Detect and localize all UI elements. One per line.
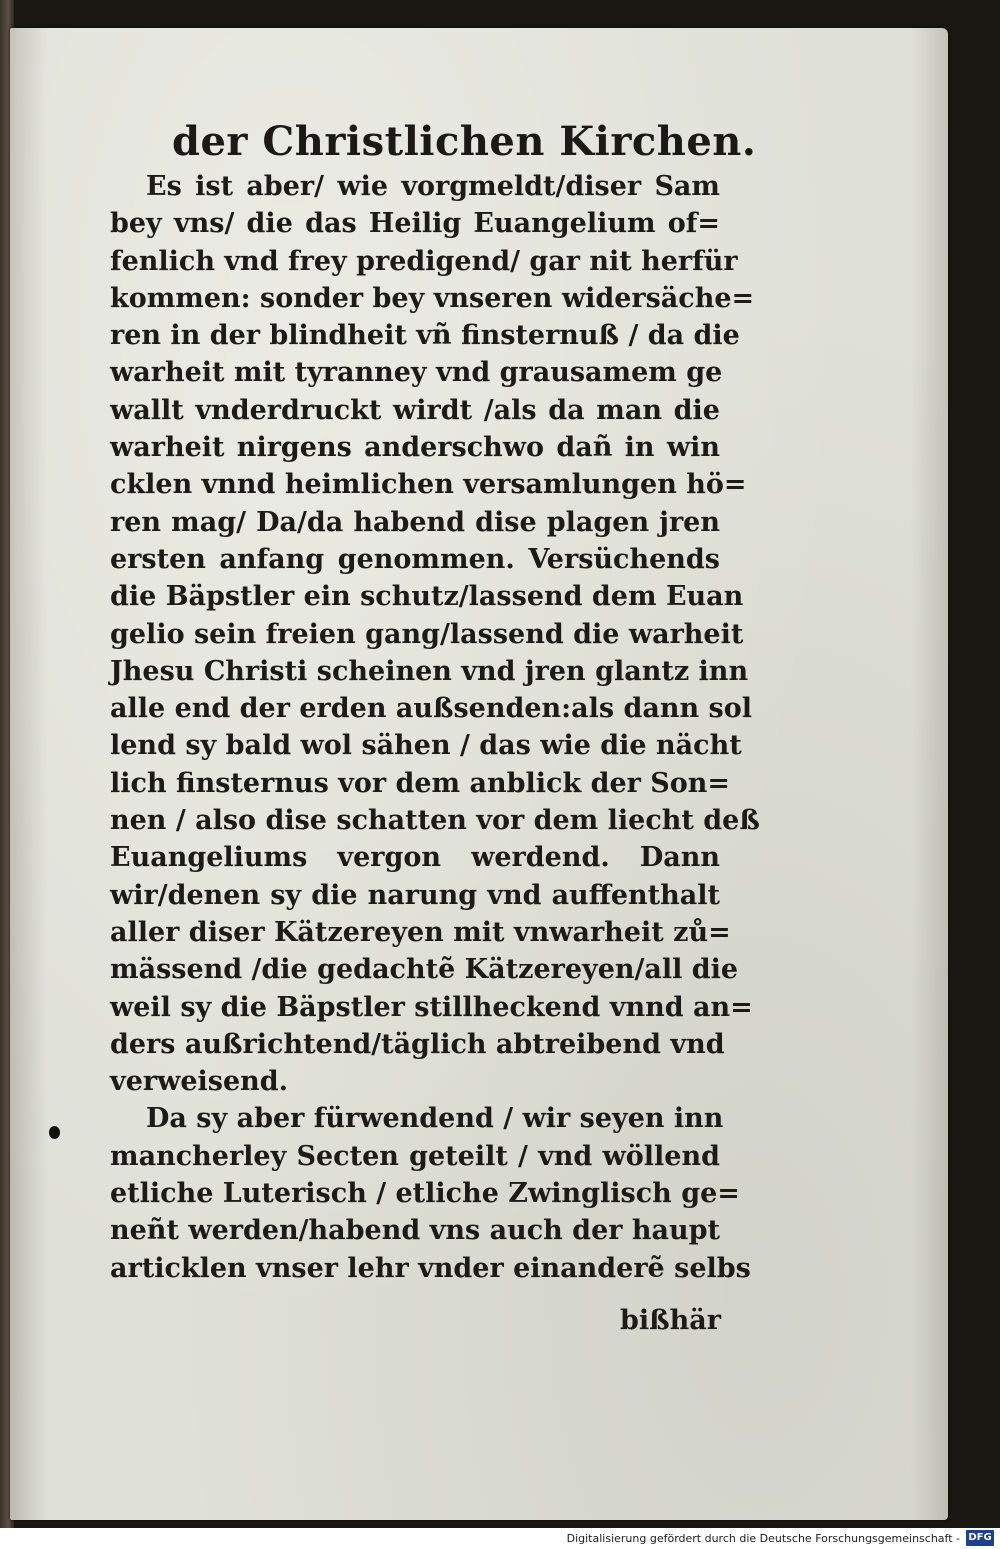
text-line: articklen vnser lehr vnder einanderẽ selbs (110, 1252, 751, 1284)
text-line: alle end der erden außsenden:als dann sol (110, 693, 753, 725)
text-line: warheit mit tyranney vnd grausamem ge (110, 357, 723, 389)
body-text (110, 168, 760, 1287)
text-line: wir/denen sy die narung vnd auffenthalt (110, 879, 720, 911)
text-line: Euangeliums vergon werdend. Dann (110, 842, 720, 874)
text-line: lich finsternus vor dem anblick der Son= (110, 767, 731, 799)
text-line: ren in der blindheit vñ finsternuß / da die (110, 320, 740, 352)
text-line: lend sy bald wol sähen / das wie die nächt (110, 730, 742, 762)
page-heading: der Christlichen Kirchen. (172, 118, 757, 165)
text-line: mancherley Secten geteilt / vnd wöllend (110, 1140, 720, 1172)
dfg-logo: DFG (966, 1530, 994, 1546)
text-line: mässend /die gedachtẽ Kätzereyen/all die (110, 954, 739, 986)
text-line: Da sy aber fürwendend / wir seyen inn (146, 1103, 724, 1135)
text-line: aller diser Kätzereyen mit vnwarheit zů= (110, 916, 731, 948)
funding-credit: Digitalisierung gefördert durch die Deutsche Forschungsgemeinschaft - (566, 1532, 960, 1545)
text-line: ersten anfang genommen. Versüchends (110, 543, 720, 575)
catchword: bißhär (620, 1305, 721, 1336)
text-line: neñt werden/habend vns auch der haupt (110, 1215, 720, 1247)
text-line: wallt vnderdruckt wirdt /als da man die (110, 394, 720, 426)
text-line: ders außrichtend/täglich abtreibend vnd (110, 1028, 725, 1060)
text-line: weil sy die Bäpstler stillheckend vnnd an= (110, 991, 753, 1023)
footer-bar (0, 1528, 1000, 1549)
text-line: verweisend. (110, 1066, 289, 1098)
text-line: etliche Luterisch / etliche Zwinglisch ge= (110, 1178, 740, 1210)
text-line: nen / also dise schatten vor dem liecht deß (110, 805, 760, 837)
text-line: warheit nirgens anderschwo dañ in win (110, 432, 720, 464)
text-line: gelio sein freien gang/lassend die warheit (110, 618, 744, 650)
text-line: kommen: sonder bey vnseren widersäche= (110, 282, 755, 314)
text-line: Es ist aber/ wie vorgmeldt/diser Sam (146, 171, 720, 202)
text-line: fenlich vnd frey predigend/ gar nit herfür (110, 245, 738, 277)
text-line: ren mag/ Da/da habend dise plagen jren (110, 506, 720, 538)
text-line: die Bäpstler ein schutz/lassend dem Euan (110, 581, 744, 613)
text-line: Jhesu Christi scheinen vnd jren glantz inn (110, 655, 749, 687)
text-line: cklen vnnd heimlichen versamlungen hö= (110, 469, 747, 501)
ink-blot-mark (49, 1126, 60, 1139)
text-line: bey vns/ die das Heilig Euangelium of= (110, 208, 720, 240)
